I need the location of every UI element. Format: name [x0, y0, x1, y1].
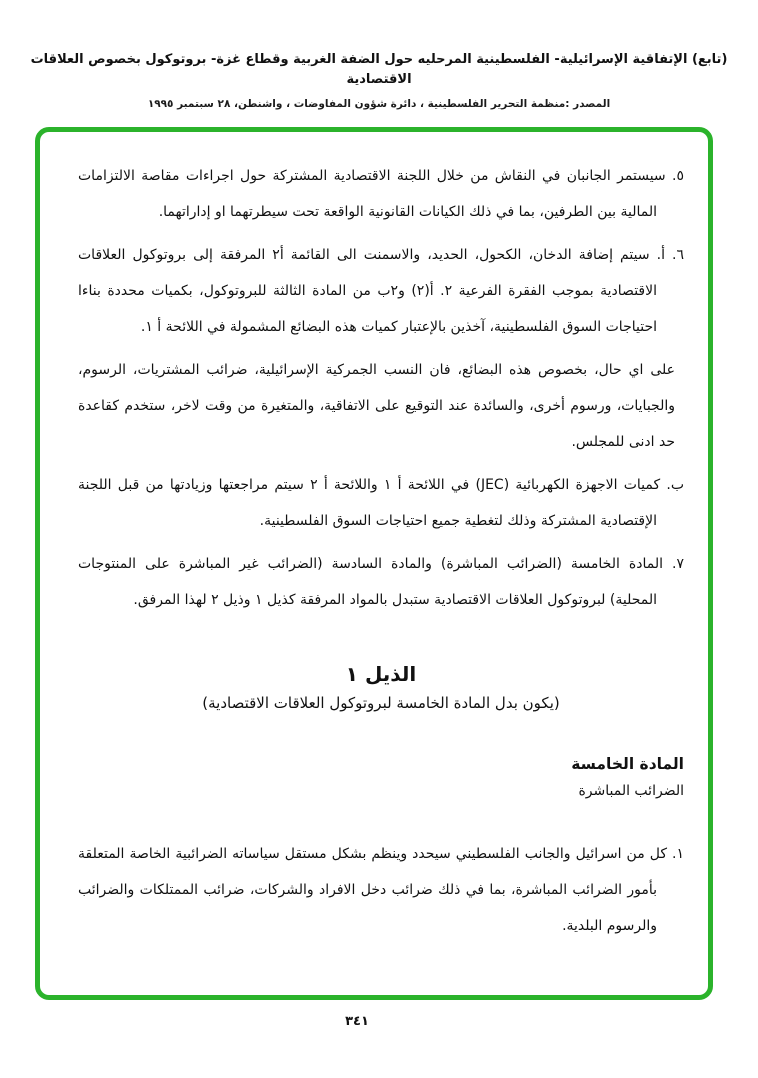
list-item-6a	[78, 237, 684, 345]
clause-1	[78, 836, 684, 944]
list-item-marker: ١.	[672, 846, 685, 863]
content-border-box	[35, 127, 713, 1000]
list-item-text: المادة الخامسة (الضرائب المباشرة) والمادة السادسة (الضرائب غير المباشرة على المنتوجات المحلية) لبروتوكول العلاقات الاقتصادية ستبدل بالمواد المرفقة كذيل ١ وذيل ٢ لهذا المرفق.	[78, 556, 663, 608]
list-item-marker: ب.	[666, 477, 685, 493]
list-item-7	[78, 546, 684, 618]
list-item-marker: ٧.	[672, 556, 684, 572]
list-item-marker: ٥.	[672, 168, 685, 184]
list-item-text: كميات الاجهزة الكهربائية (JEC) في اللائحة أ ١ واللائحة أ ٢ سيتم مراجعتها وزيادتها من قبل اللجنة الإقتصادية المشتركة وذلك لتغطية جميع احتياجات السوق الفلسطينية.	[78, 477, 661, 529]
list-item-text: سيتم إضافة الدخان، الكحول، الحديد، والاسمنت الى القائمة أ٢ المرفقة إلى بروتوكول العلاقات الاقتصادية بموجب الفقرة الفرعية ٢. أ(٢) و٢ب من المادة الثالثة للبروتوكول، بكميات محددة بناءا احتياجات السوق الفلسطينية، آخذين بالإعتبار كميات هذه البضائع المشمولة في اللائحة أ ١.	[78, 247, 657, 335]
page-number: ٣٤١	[345, 1014, 369, 1029]
list-item-6b	[78, 467, 684, 539]
list-item-marker: ٦. أ.	[656, 247, 685, 263]
article-heading: المادة الخامسة	[571, 754, 684, 773]
list-item-text: على اي حال، بخصوص هذه البضائع، فان النسب الجمركية الإسرائيلية، ضرائب المشتريات، الرسوم، والجبايات، ورسوم أخرى، والسائدة عند التوقيع على الاتفاقية، والمتغيرة من وقت لاخر، ستخدم كقاعدة حد ادنى للمجلس.	[78, 362, 675, 450]
list-item-text: سيستمر الجانبان في النقاش من خلال اللجنة الاقتصادية المشتركة حول اجراءات مقاصة الالتزامات المالية بين الطرفين، بما في ذلك الكيانات القانونية الواقعة تحت سيطرتهما او إداراتهما.	[78, 168, 666, 220]
document-header	[0, 50, 758, 110]
appendix-subtitle: (يكون بدل المادة الخامسة لبروتوكول العلاقات الاقتصادية)	[202, 694, 560, 712]
appendix-title: الذيل ١	[345, 662, 417, 686]
list-item-6a-continuation	[78, 352, 675, 460]
list-item-text: كل من اسرائيل والجانب الفلسطيني سيحدد وينظم بشكل مستقل سياساته الضرائبية الخاصة المتعلقة بأمور الضرائب المباشرة، بما في ذلك ضرائب دخل الافراد والشركات، ضرائب الممتلكات والضرائب والرسوم البلدية.	[78, 846, 667, 935]
document-source-line: المصدر :منظمة التحرير الفلسطينية ، دائرة شؤون المفاوضات ، واشنطن، ٢٨ سبتمبر ١٩٩٥	[147, 98, 611, 110]
document-title: (تابع) الإتفاقية الإسرائيلية- الفلسطينية المرحليه حول الضفة الغربية وقطاع غزة- بروتوكول بخصوص العلاقات الاقتصادية	[30, 52, 728, 87]
list-item-5	[78, 158, 684, 230]
article-subheading: الضرائب المباشرة	[578, 782, 684, 799]
document-body	[78, 158, 684, 944]
